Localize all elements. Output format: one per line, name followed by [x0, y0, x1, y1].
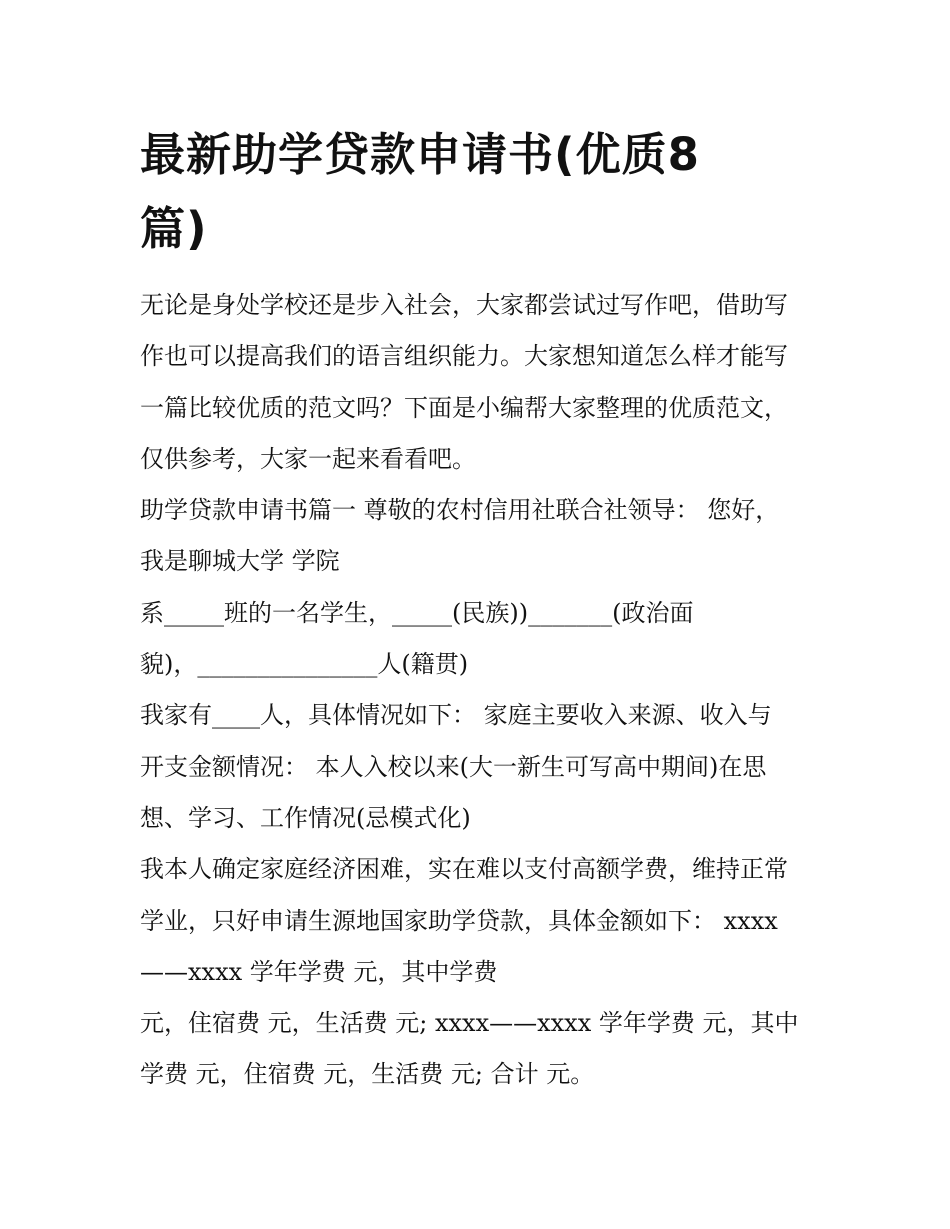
document-title-text: 最新助学贷款申请书(优质8 篇)	[140, 128, 700, 255]
paragraph-line: 助学贷款申请书篇一 尊敬的农村信用社联合社领导： 您好，	[140, 496, 780, 525]
document-body	[140, 280, 820, 1101]
paragraph-line: 无论是身处学校还是步入社会，大家都尝试过写作吧，借助写	[140, 291, 788, 319]
paragraph-line: 开支金额情况： 本人入校以来(大一新生可写高中期间)在思	[140, 752, 767, 781]
paragraph-line: 仅供参考，大家一起来看看吧。	[140, 444, 476, 473]
document-title	[140, 118, 820, 266]
paragraph-line: 元，住宿费 元，生活费 元; xxxx——xxxx 学年学费 元，其中	[140, 1009, 799, 1038]
paragraph-line: 系_____班的一名学生，_____(民族))_______(政治面	[140, 598, 694, 627]
paragraph-line: 学费 元，住宿费 元，生活费 元; 合计 元。	[140, 1060, 595, 1089]
paragraph-line: 我是聊城大学 学院	[140, 547, 340, 576]
paragraph-line: 作也可以提高我们的语言组织能力。大家想知道怎么样才能写	[140, 342, 788, 371]
paragraph-line: 我本人确定家庭经济困难，实在难以支付高额学费，维持正常	[140, 855, 788, 884]
paragraph-line: 一篇比较优质的范文吗？下面是小编帮大家整理的优质范文，	[140, 393, 788, 422]
paragraph-line: 貌)，_______________人(籍贯)	[140, 650, 469, 679]
paragraph-line: 学业，只好申请生源地国家助学贷款，具体金额如下： xxxx	[140, 906, 778, 935]
paragraph-line: 想、学习、工作情况(忌模式化)	[140, 803, 471, 832]
document-content	[140, 118, 820, 1101]
paragraph-line: 我家有____人，具体情况如下： 家庭主要收入来源、收入与	[140, 701, 772, 730]
paragraph-line: ——xxxx 学年学费 元，其中学费	[140, 957, 498, 986]
